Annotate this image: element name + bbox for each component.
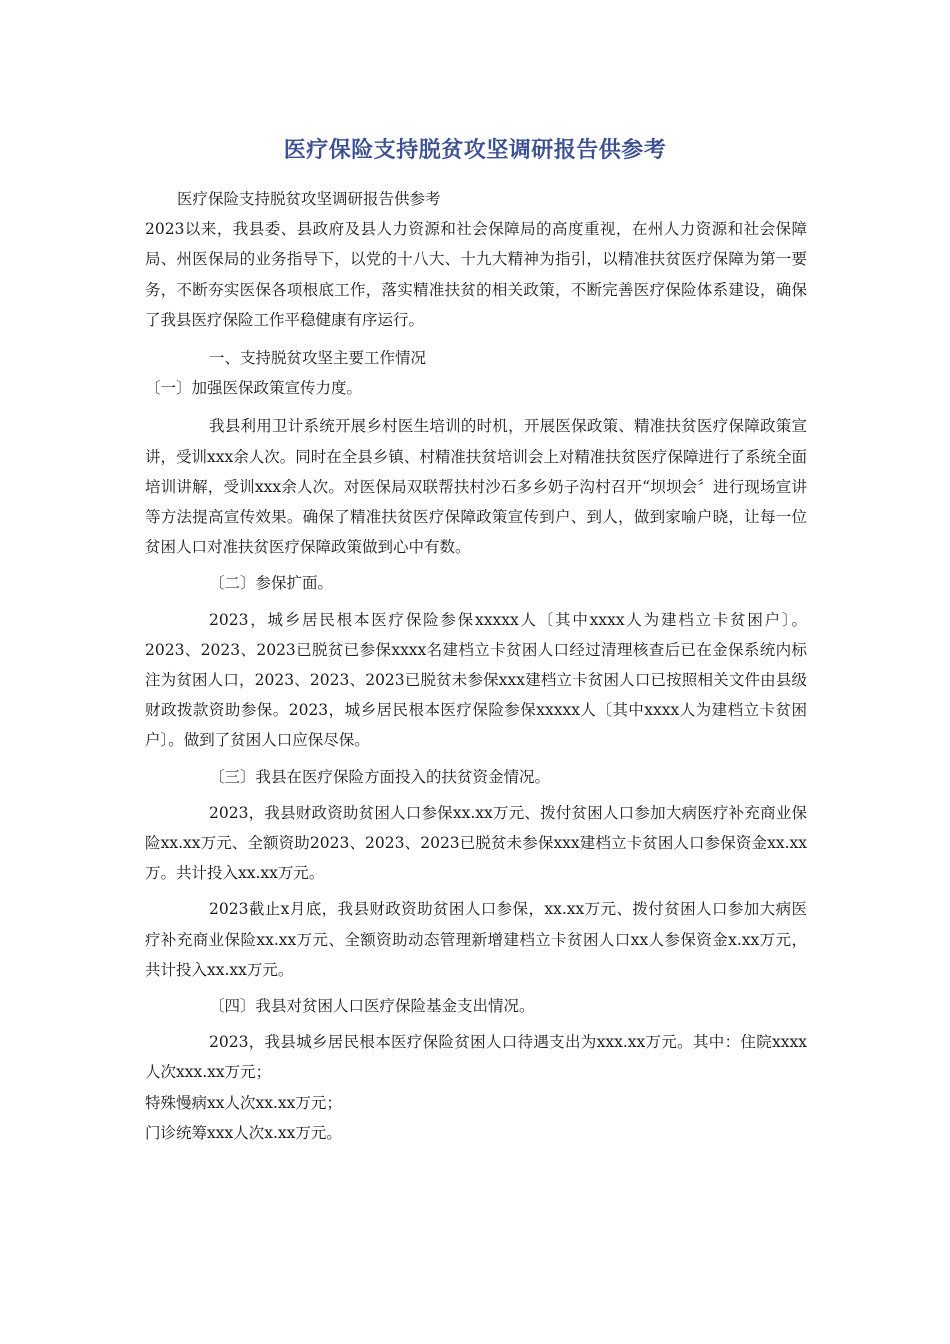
subsection-heading-1: 〔一〕加强医保政策宣传力度。 xyxy=(145,379,363,398)
paragraph-outpatient: 门诊统筹xxx人次x.xx万元。 xyxy=(145,1123,342,1142)
subsection-heading-3: 〔三〕我县在医疗保险方面投入的扶贫资金情况。 xyxy=(209,767,551,786)
paragraph-intro: 2023以来，我县委、县政府及县人力资源和社会保障局的高度重视，在州人力资源和社会保障局、州医保局的业务指导下，以党的十八大、十九大精神为指引，以精准扶贫医疗保障为第一要务，不断夯实医保各项根底工作，落实精准扶贫的相关政策，不断完善医疗保险体系建设，确保了我县医疗保险工作平稳健康有序运行。 xyxy=(145,220,807,329)
subsection-heading-4: 〔四〕我县对贫困人口医疗保险基金支出情况。 xyxy=(209,997,535,1016)
paragraph-expenditure: 2023，我县城乡居民根本医疗保险贫困人口待遇支出为xxx.xx万元。其中：住院xxxx人次xxx.xx万元； xyxy=(145,1033,807,1082)
subsection-heading-2: 〔二〕参保扩面。 xyxy=(209,574,334,593)
paragraph-subtitle: 医疗保险支持脱贫攻坚调研报告供参考 xyxy=(177,190,441,208)
section-heading-1: 一、支持脱贫攻坚主要工作情况 xyxy=(209,349,427,368)
paragraph-funding-1: 2023，我县财政资助贫困人口参保xx.xx万元、拨付贫困人口参加大病医疗补充商业保险xx.xx万元、全额资助2023、2023、2023已脱贫未参保xxx建档立卡贫困人口参保资金xx.xx万。共计投入xx.xx万元。 xyxy=(145,803,807,883)
paragraph-funding-2: 2023截止x月底，我县财政资助贫困人口参保，xx.xx万元、拨付贫困人口参加大病医疗补充商业保险xx.xx万元、全额资助动态管理新增建档立卡贫困人口xx人参保资金x.xx万元，共计投入xx.xx万元。 xyxy=(145,900,807,979)
paragraph-publicity: 我县利用卫计系统开展乡村医生培训的时机，开展医保政策、精准扶贫医疗保障政策宣讲，受训xxx余人次。同时在全县乡镇、村精准扶贫培训会上对精准扶贫医疗保障进行了系统全面培训讲解，受训xxx余人次。对医保局双联帮扶村沙石多乡奶子沟村召开“坝坝会〞进行现场宣讲等方法提高宣传效果。确保了精准扶贫医疗保障政策宣传到户、到人，做到家喻户晓，让每一位贫困人口对准扶贫医疗保障政策做到心中有数。 xyxy=(145,417,807,557)
document-title: 医疗保险支持脱贫攻坚调研报告供参考 xyxy=(283,138,667,163)
paragraph-enrollment: 2023，城乡居民根本医疗保险参保xxxxx人〔其中xxxx人为建档立卡贫困户〕。2023、2023、2023已脱贫已参保xxxx名建档立卡贫困人口经过清理核查后已在金保系统内标注为贫困人口，2023、2023、2023已脱贫未参保xxx建档立卡贫困人口已按照相关文件由县级财政拨款资助参保。2023，城乡居民根本医疗保险参保xxxxx人〔其中xxxx人为建档立卡贫困户〕。做到了贫困人口应保尽保。 xyxy=(145,610,807,750)
document-body xyxy=(145,184,807,1148)
paragraph-chronic-disease: 特殊慢病xx人次xx.xx万元； xyxy=(145,1093,342,1112)
